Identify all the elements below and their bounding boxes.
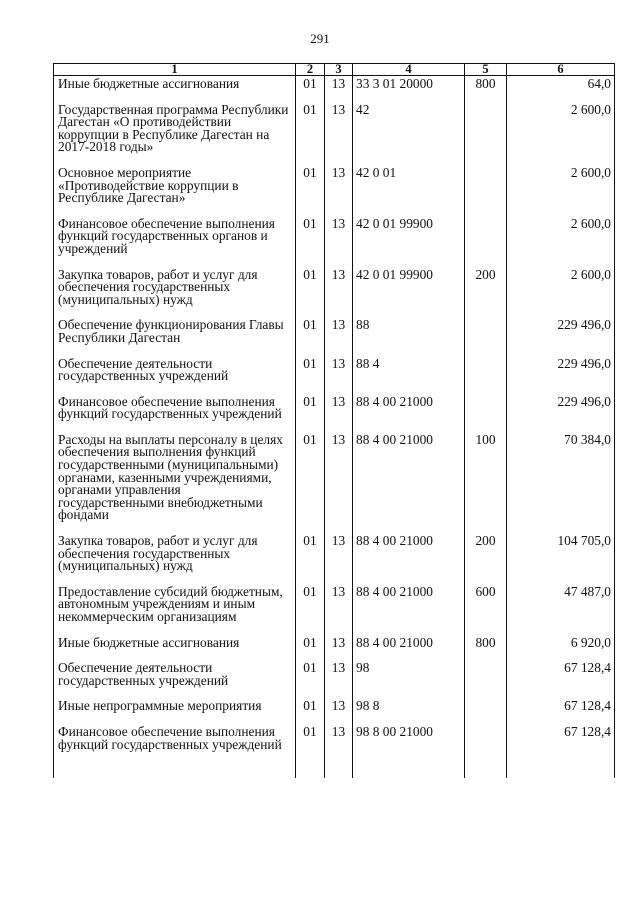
table-row <box>54 662 615 700</box>
section-code: 01 <box>296 662 325 700</box>
amount: 229 496,0 <box>507 358 615 396</box>
column-header-3: 3 <box>325 64 353 76</box>
target-article-code: 88 4 00 21000 <box>353 586 465 637</box>
target-article-code: 42 0 01 99900 <box>353 269 465 320</box>
section-code: 01 <box>296 700 325 726</box>
section-code: 01 <box>296 396 325 434</box>
expense-type-code: 800 <box>465 637 507 663</box>
target-article-code: 88 4 00 21000 <box>353 434 465 535</box>
table-row <box>54 396 615 434</box>
amount: 104 705,0 <box>507 535 615 586</box>
item-name: Расходы на выплаты персоналу в целях обеспечения выполнения функций государственными (муниципальными) органами, казенными учреждениями, органами управления государственными внебюджетными фондами <box>54 434 296 535</box>
section-code: 01 <box>296 269 325 320</box>
target-article-code: 98 8 <box>353 700 465 726</box>
target-article-code: 88 <box>353 319 465 357</box>
section-code: 01 <box>296 535 325 586</box>
item-name: Финансовое обеспечение выполнения функций государственных учреждений <box>54 726 296 778</box>
amount: 64,0 <box>507 76 615 104</box>
expense-type-code <box>465 662 507 700</box>
amount: 67 128,4 <box>507 662 615 700</box>
column-header-6: 6 <box>507 64 615 76</box>
expense-type-code <box>465 396 507 434</box>
target-article-code: 88 4 00 21000 <box>353 396 465 434</box>
section-code: 01 <box>296 104 325 167</box>
header-row <box>54 64 615 76</box>
section-code: 01 <box>296 167 325 218</box>
section-code: 01 <box>296 726 325 778</box>
table-row <box>54 434 615 535</box>
amount: 6 920,0 <box>507 637 615 663</box>
amount: 2 600,0 <box>507 218 615 269</box>
item-name: Обеспечение функционирования Главы Республики Дагестан <box>54 319 296 357</box>
target-article-code: 33 3 01 20000 <box>353 76 465 104</box>
target-article-code: 42 0 01 <box>353 167 465 218</box>
subsection-code: 13 <box>325 319 353 357</box>
table-row <box>54 637 615 663</box>
expense-type-code <box>465 218 507 269</box>
column-header-5: 5 <box>465 64 507 76</box>
table-row <box>54 218 615 269</box>
target-article-code: 88 4 00 21000 <box>353 535 465 586</box>
budget-table <box>53 63 615 778</box>
amount: 70 384,0 <box>507 434 615 535</box>
target-article-code: 42 0 01 99900 <box>353 218 465 269</box>
table-row <box>54 269 615 320</box>
section-code: 01 <box>296 434 325 535</box>
subsection-code: 13 <box>325 104 353 167</box>
item-name: Основное мероприятие «Противодействие коррупции в Республике Дагестан» <box>54 167 296 218</box>
table-row <box>54 104 615 167</box>
item-name: Обеспечение деятельности государственных учреждений <box>54 358 296 396</box>
table-row <box>54 535 615 586</box>
expense-type-code: 200 <box>465 535 507 586</box>
section-code: 01 <box>296 358 325 396</box>
subsection-code: 13 <box>325 167 353 218</box>
section-code: 01 <box>296 637 325 663</box>
amount: 67 128,4 <box>507 700 615 726</box>
target-article-code: 88 4 00 21000 <box>353 637 465 663</box>
expense-type-code: 600 <box>465 586 507 637</box>
table-row <box>54 167 615 218</box>
table-row <box>54 76 615 104</box>
subsection-code: 13 <box>325 269 353 320</box>
section-code: 01 <box>296 218 325 269</box>
item-name: Предоставление субсидий бюджетным, автономным учреждениям и иным некоммерческим организациям <box>54 586 296 637</box>
amount: 2 600,0 <box>507 167 615 218</box>
table-row <box>54 319 615 357</box>
expense-type-code <box>465 319 507 357</box>
subsection-code: 13 <box>325 662 353 700</box>
item-name: Закупка товаров, работ и услуг для обеспечения государственных (муниципальных) нужд <box>54 269 296 320</box>
item-name: Финансовое обеспечение выполнения функций государственных органов и учреждений <box>54 218 296 269</box>
target-article-code: 98 8 00 21000 <box>353 726 465 778</box>
subsection-code: 13 <box>325 434 353 535</box>
table-row <box>54 726 615 778</box>
expense-type-code <box>465 726 507 778</box>
section-code: 01 <box>296 319 325 357</box>
subsection-code: 13 <box>325 76 353 104</box>
expense-type-code <box>465 167 507 218</box>
target-article-code: 98 <box>353 662 465 700</box>
expense-type-code <box>465 104 507 167</box>
amount: 229 496,0 <box>507 396 615 434</box>
amount: 229 496,0 <box>507 319 615 357</box>
expense-type-code: 200 <box>465 269 507 320</box>
target-article-code: 88 4 <box>353 358 465 396</box>
amount: 2 600,0 <box>507 104 615 167</box>
amount: 2 600,0 <box>507 269 615 320</box>
column-header-4: 4 <box>353 64 465 76</box>
section-code: 01 <box>296 76 325 104</box>
subsection-code: 13 <box>325 218 353 269</box>
subsection-code: 13 <box>325 358 353 396</box>
item-name: Финансовое обеспечение выполнения функций государственных учреждений <box>54 396 296 434</box>
table-row <box>54 358 615 396</box>
expense-type-code <box>465 358 507 396</box>
subsection-code: 13 <box>325 637 353 663</box>
item-name: Закупка товаров, работ и услуг для обеспечения государственных (муниципальных) нужд <box>54 535 296 586</box>
item-name: Государственная программа Республики Дагестан «О противодействии коррупции в Республике Дагестан на 2017-2018 годы» <box>54 104 296 167</box>
item-name: Иные непрограммные мероприятия <box>54 700 296 726</box>
expense-type-code: 100 <box>465 434 507 535</box>
target-article-code: 42 <box>353 104 465 167</box>
section-code: 01 <box>296 586 325 637</box>
expense-type-code: 800 <box>465 76 507 104</box>
amount: 67 128,4 <box>507 726 615 778</box>
subsection-code: 13 <box>325 535 353 586</box>
expense-type-code <box>465 700 507 726</box>
subsection-code: 13 <box>325 586 353 637</box>
page-number: 291 <box>310 31 330 46</box>
item-name: Обеспечение деятельности государственных учреждений <box>54 662 296 700</box>
subsection-code: 13 <box>325 700 353 726</box>
subsection-code: 13 <box>325 396 353 434</box>
column-header-2: 2 <box>296 64 325 76</box>
table-row <box>54 700 615 726</box>
item-name: Иные бюджетные ассигнования <box>54 76 296 104</box>
table-row <box>54 586 615 637</box>
item-name: Иные бюджетные ассигнования <box>54 637 296 663</box>
subsection-code: 13 <box>325 726 353 778</box>
column-header-1: 1 <box>54 64 296 76</box>
amount: 47 487,0 <box>507 586 615 637</box>
